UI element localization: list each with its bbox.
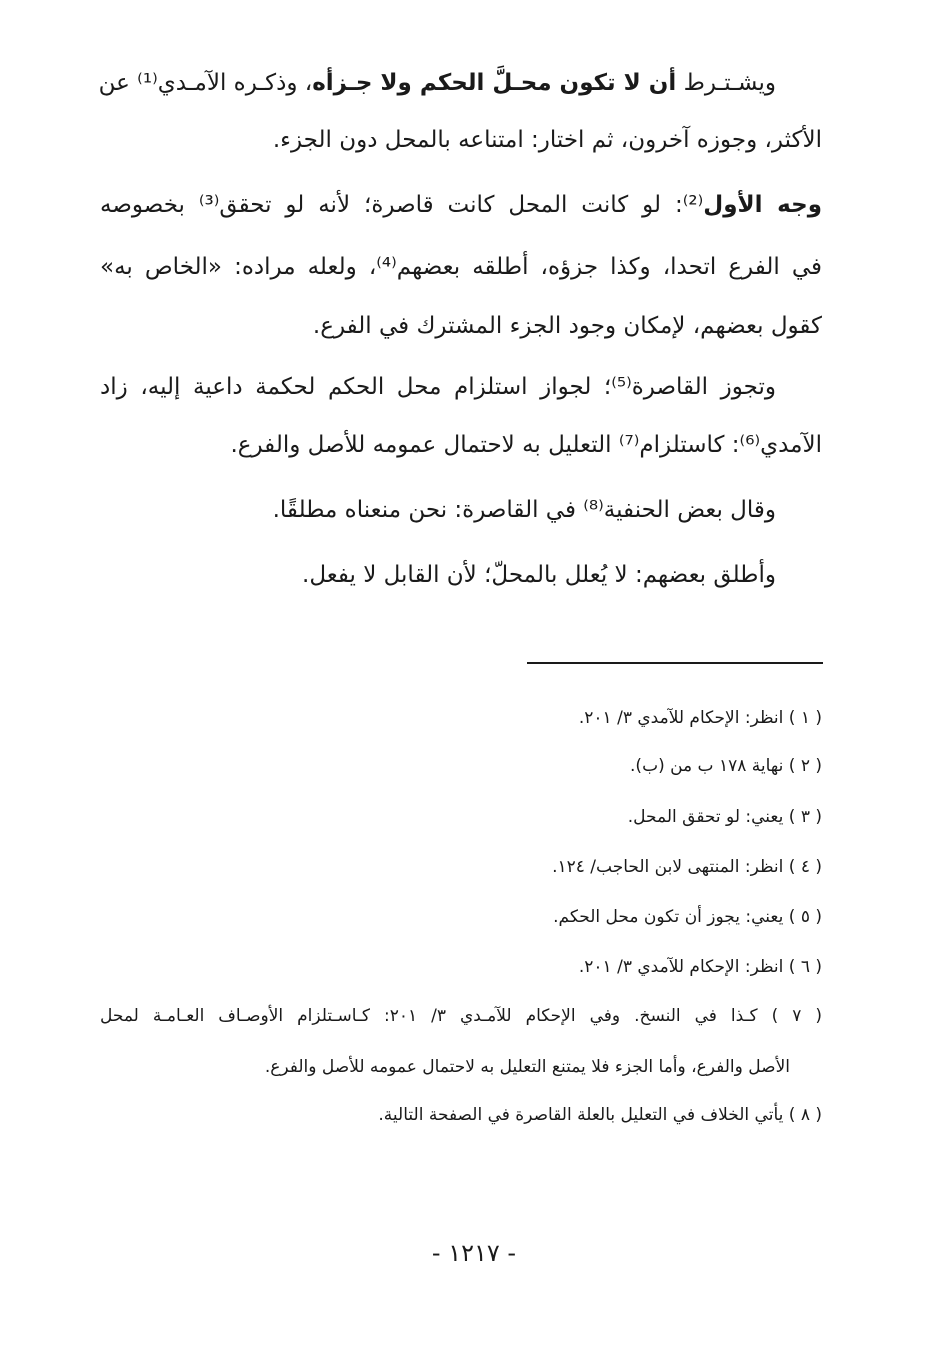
footnote-7-line-1: ( ٧ ) كـذا في النسخ. وفي الإحكام للآمـدي ٣/ ٢٠١: كـاسـتلزام الأوصـاف العـامـة لمحل: [100, 1006, 822, 1026]
footnote-7-line-2: الأصل والفرع، وأما الجزء فلا يمتنع التعليل به لاحتمال عمومه للأصل والفرع.: [264, 1057, 790, 1077]
bold-phrase: أن لا تكون محـلَّ الحكم ولا جـزأه: [312, 70, 677, 96]
text-run: ويشـتـرط: [676, 70, 776, 96]
paragraph-5: وأطلق بعضهم: لا يُعلل بالمحلّ؛ لأن القابل لا يفعل.: [302, 562, 776, 588]
paragraph-3-line-2: الآمدي⁽⁶⁾: كاستلزام⁽⁷⁾ التعليل به لاحتمال عمومه للأصل والفرع.: [230, 432, 822, 458]
paragraph-3-line-1: وتجوز القاصرة⁽⁵⁾؛ لجواز استلزام محل الحكم لحكمة داعية إليه، زاد: [100, 374, 776, 400]
bold-heading: وجه الأول: [703, 192, 822, 218]
footnote-1: ( ١ ) انظر: الإحكام للآمدي ٣/ ٢٠١.: [578, 708, 822, 728]
paragraph-2-line-3: كقول بعضهم، لإمكان وجود الجزء المشترك في الفرع.: [312, 313, 822, 339]
footnote-2: ( ٢ ) نهاية ١٧٨ ب من (ب).: [630, 756, 822, 776]
footnote-6: ( ٦ ) انظر: الإحكام للآمدي ٣/ ٢٠١.: [578, 957, 822, 977]
paragraph-1-line-1: [100, 68, 822, 98]
footnote-5: ( ٥ ) يعني: يجوز أن تكون محل الحكم.: [553, 907, 822, 927]
footnote-3: ( ٣ ) يعني: لو تحقق المحل.: [627, 807, 822, 827]
page-number: - ١٢١٧ -: [431, 1239, 517, 1267]
paragraph-2-line-2: في الفرع اتحدا، وكذا جزؤه، أطلقه بعضهم⁽⁴⁾، ولعله مراده: «الخاص به»: [100, 254, 822, 280]
text-run: ⁽²⁾: لو كانت المحل كانت قاصرة؛ لأنه لو تحقق⁽³⁾ بخصوصه: [100, 192, 704, 218]
footnote-4: ( ٤ ) انظر: المنتهى لابن الحاجب/ ١٢٤.: [552, 857, 822, 877]
footnote-8: ( ٨ ) يأتي الخلاف في التعليل بالعلة القاصرة في الصفحة التالية.: [378, 1105, 822, 1125]
text-run: ، وذكـره الآمـدي⁽¹⁾ عن: [98, 70, 313, 96]
paragraph-4: وقال بعض الحنفية⁽⁸⁾ في القاصرة: نحن منعناه مطلقًا.: [272, 497, 776, 523]
footnote-separator: [527, 662, 823, 664]
paragraph-2-line-1: [100, 190, 822, 220]
paragraph-1-line-2: الأكثر، وجوزه آخرون، ثم اختار: امتناعه بالمحل دون الجزء.: [272, 127, 822, 153]
